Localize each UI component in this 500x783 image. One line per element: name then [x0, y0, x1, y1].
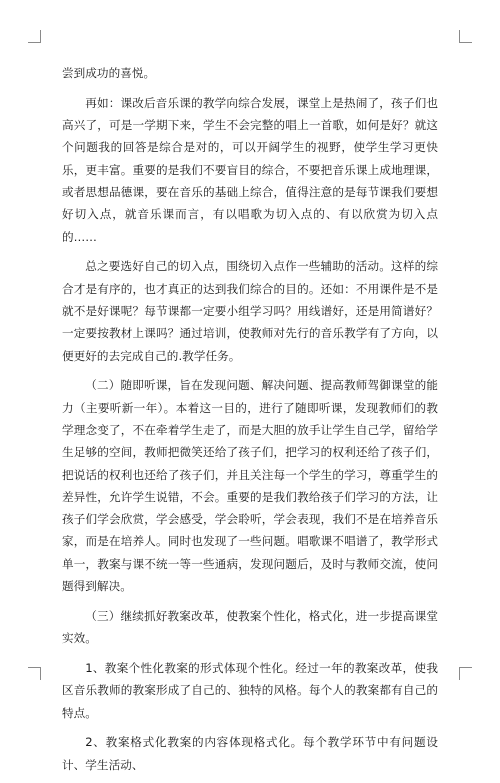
numbered-paragraph: 2、教案格式化教案的内容体现格式化。每个教学环节中有问题设计、学生活动、: [62, 735, 438, 772]
crop-mark-bottom-right: [459, 667, 472, 680]
paragraph: （二）随即听课，旨在发现问题、解决问题、提高教师驾御课堂的能力（主要听新一年）。本着这一目的，进行了随即听课，发现教师们的教学理念变了，不在牵着学生走了，而是大胆的放手让学生自己学，留给学生足够的空间，教师把微笑还给了孩子们，把学习的权利还给了孩子们，把说话的权利也还给了孩子们，并且关注每一个学生的学习，尊重学生的差异性，允许学生说错，不会。重要的是我们教给孩子们学习的方法，让孩子们学会欣赏，学会感受，学会聆听，学会表现，我们不是在培养音乐家，而是在培养人。同时也发现了一些问题。唱歌课不唱谱了，教学形式单一，教案与课不统一等一些通病，发现问题后，及时与教师交流，使问题得到解决。: [62, 378, 438, 594]
paragraph: 总之要选好自己的切入点，围绕切入点作一些辅助的活动。这样的综合才是有序的，也才真正的达到我们综合的目的。还如：不用课件是不是就不是好课呢？每节课都一定要小组学习吗？用线谱好，还是用简谱好？一定要按教材上课吗？通过培训，使教师对先行的音乐教学有了方向，以便更好的去完成自己的.教学任务。: [62, 259, 438, 363]
section-heading-paragraph: （三）继续抓好教案改革，使教案个性化，格式化，进一步提高课堂实效。: [62, 608, 438, 646]
numbered-paragraph: 1、教案个性化教案的形式体现个性化。经过一年的教案改革，使我区音乐教师的教案形成了自己的、独特的风格。每个人的教案都有自己的特点。: [62, 660, 438, 720]
paragraph: 再如：课改后音乐课的教学向综合发展，课堂上是热闹了，孩子们也高兴了，可是一学期下来，学生不会完整的唱上一首歌，如何是好？就这个问题我的回答是综合是对的，可以开阔学生的视野，使学生学习更快乐，更丰富。重要的是我们不要盲目的综合，不要把音乐课上成地理课，或者思想品德课，要在音乐的基础上综合，值得注意的是每节课我们要想好切入点，就音乐课而言，有以唱歌为切入点的、有以欣赏为切入点的……: [62, 95, 438, 244]
crop-mark-bottom-left: [28, 667, 41, 680]
paragraph: 尝到成功的喜悦。: [62, 66, 156, 80]
document-body: [62, 62, 438, 783]
crop-mark-top-left: [28, 30, 41, 43]
crop-mark-top-right: [459, 30, 472, 43]
